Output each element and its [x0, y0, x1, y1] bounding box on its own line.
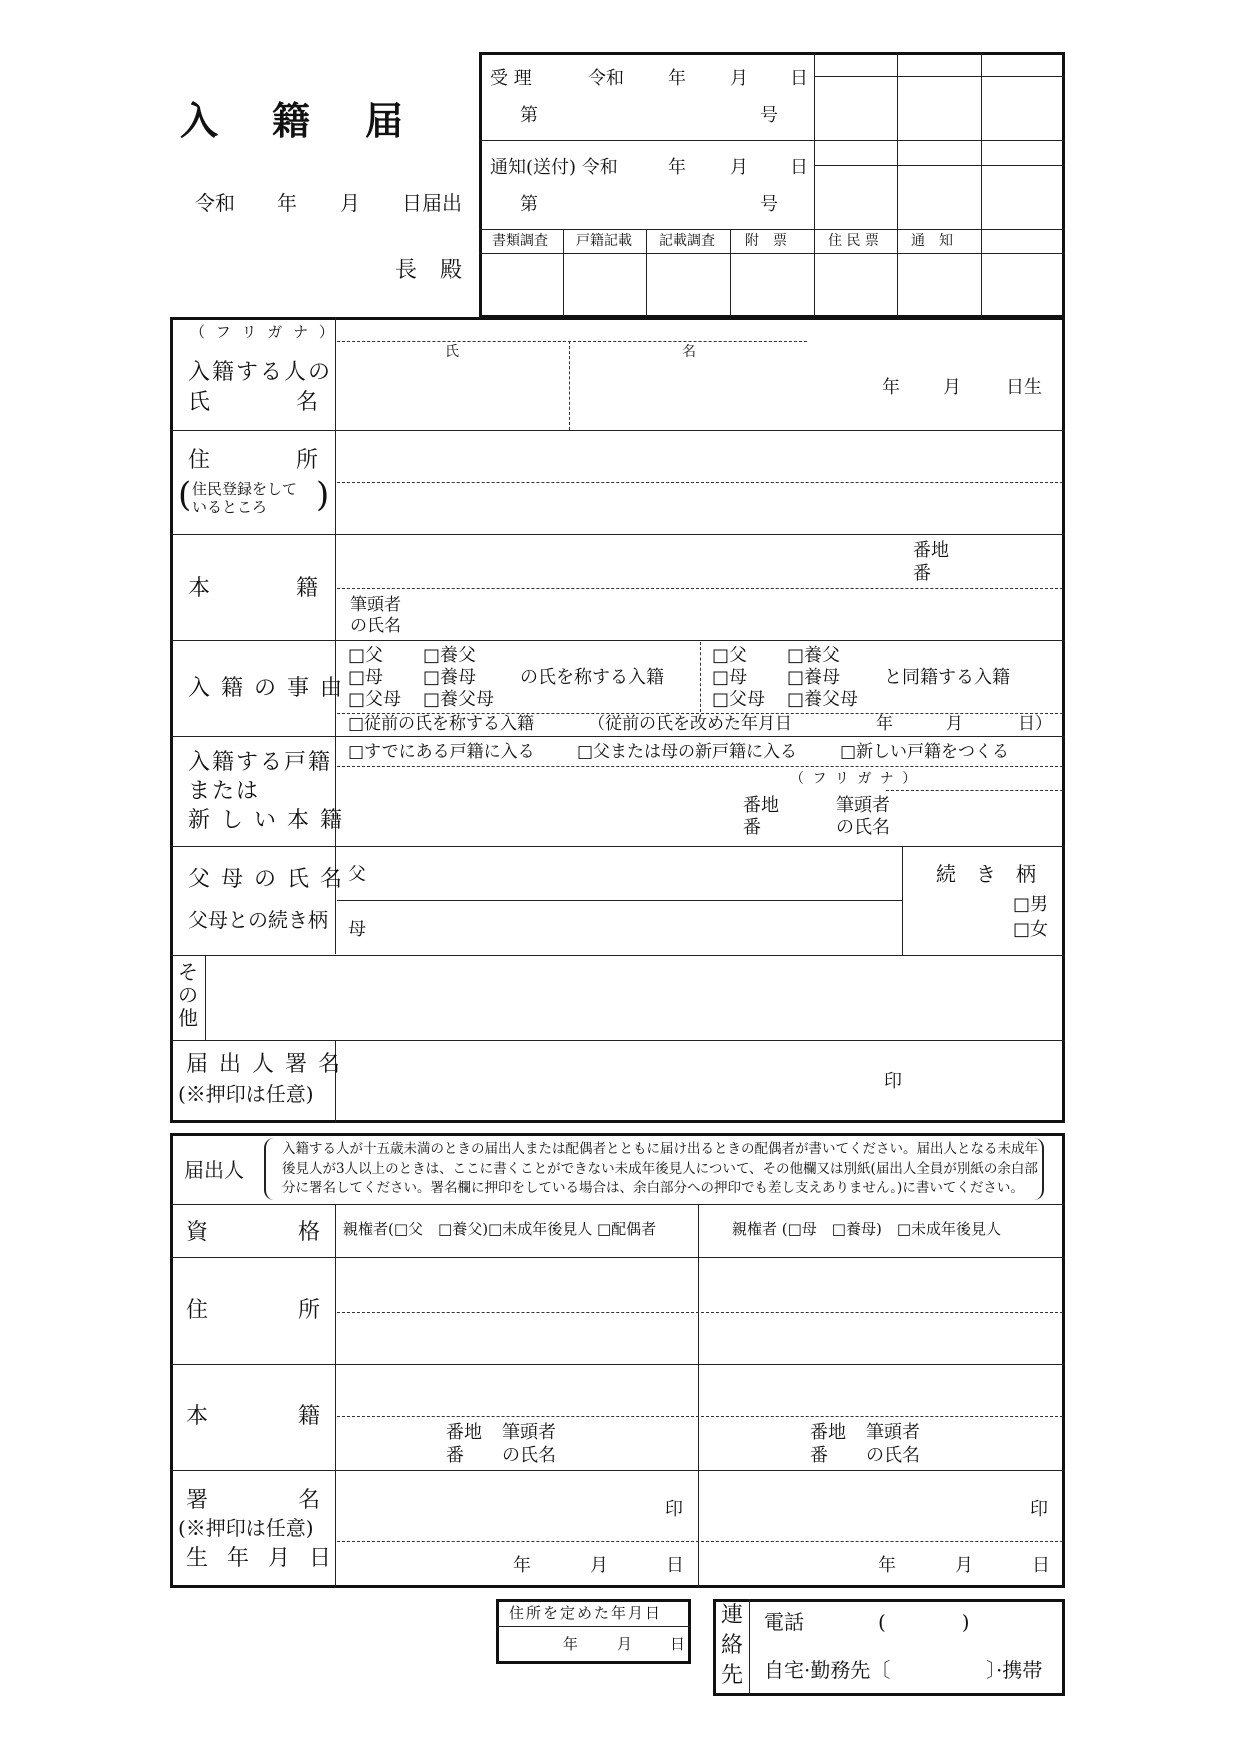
title-char-2: 籍: [272, 98, 313, 143]
juri-era: 令和: [588, 68, 624, 89]
other-label-3: 他: [178, 1006, 198, 1030]
address-date-year: 年: [563, 1635, 579, 1653]
reason-right-suffix: と同籍する入籍: [884, 667, 1010, 688]
guardian-left-banchi: 番地: [446, 1422, 482, 1443]
parents-label-2: 父母との続き柄: [188, 908, 328, 932]
shikaku-label-a: 資: [186, 1220, 211, 1245]
check-koseki: 戸籍記載: [576, 233, 632, 249]
address-date-month: 月: [617, 1635, 633, 1653]
shikaku-label-b: 格: [298, 1220, 323, 1245]
address-line-2[interactable]: [337, 484, 1063, 532]
guardian-birth-label: 生 年 月 日: [186, 1546, 337, 1571]
person-label-2a: 氏: [188, 390, 213, 415]
mother-caption: 母: [348, 919, 366, 940]
sei-input[interactable]: [337, 360, 567, 428]
tsuchi-day: 日: [790, 157, 808, 178]
guardian-note: 入籍する人が十五歳未満のときの届出人または配偶者とともに届け出るときの配偶者が書いてください。届出人となる未成年後見人が3人以上のときは、ここに書くことができない未成年後見人について、その他欄又は別紙(届出人全員が別紙の余白部分に署名してください。署名欄に押印をしている場合は、余白部分への押印でも差し支えありません。)に書いてください。: [282, 1141, 1038, 1197]
reason-left-father[interactable]: □父: [348, 645, 384, 666]
reason-former-name[interactable]: □従前の氏を称する入籍: [348, 714, 535, 734]
address-line-1[interactable]: [337, 432, 1063, 480]
new-koseki-hittosha-input[interactable]: [900, 794, 1060, 844]
contact-label-3: 先: [721, 1663, 744, 1688]
guardian-right-hittosha-2: の氏名: [866, 1445, 920, 1466]
new-koseki-banchi: 番地: [743, 795, 779, 816]
signer-signature-input[interactable]: [338, 1043, 1062, 1120]
addressee-dono: 殿: [440, 258, 463, 283]
reason-right-adoptive-parents[interactable]: □養父母: [787, 689, 859, 710]
guardian-right-signature-input[interactable]: [701, 1473, 1062, 1539]
gender-male-checkbox[interactable]: □男: [1013, 894, 1049, 915]
honseki-banchi: 番地: [913, 540, 949, 561]
honseki-input[interactable]: [337, 536, 897, 586]
new-koseki-ban: 番: [743, 817, 761, 838]
new-koseki-label-3: 新 し い 本 籍: [188, 808, 344, 833]
new-koseki-label-2: または: [188, 779, 261, 804]
signer-label-1: 届 出 人 署 名: [186, 1052, 342, 1077]
tsuchi-label: 通知(送付) 令和: [490, 157, 618, 178]
addressee-cho: 長: [395, 258, 418, 283]
address-label-sub1: 住民登録をして: [192, 480, 298, 498]
address-label-sub2: いるところ: [192, 498, 268, 516]
address-label-b: 所: [296, 448, 321, 473]
contact-tel-paren: ( ): [878, 1610, 974, 1634]
stamp-cell-shorui[interactable]: [482, 255, 562, 316]
address-date-day: 日: [670, 1635, 686, 1653]
filing-day-label: 日届出: [402, 191, 462, 215]
juri-go: 号: [760, 105, 778, 126]
signer-seal: 印: [884, 1071, 902, 1092]
mother-name-input[interactable]: [370, 904, 898, 952]
other-label-1: そ: [178, 960, 198, 984]
reason-left-suffix: の氏を称する入籍: [520, 667, 664, 688]
guardian-left-honseki-input[interactable]: [338, 1367, 696, 1414]
mei-input[interactable]: [572, 360, 802, 428]
birth-year-label: 年: [882, 377, 900, 398]
person-label-1: 入籍する人の: [188, 360, 333, 385]
honseki-hittosha-2: の氏名: [350, 616, 401, 636]
guardian-right-day: 日: [1032, 1555, 1050, 1576]
guardian-honseki-label-a: 本: [186, 1404, 211, 1429]
tsuchi-dai: 第: [520, 194, 538, 215]
honseki-label-b: 籍: [296, 576, 321, 601]
birth-day-label: 日生: [1006, 377, 1042, 398]
guardian-left-year: 年: [513, 1555, 531, 1576]
title-char-1: 入: [180, 98, 221, 143]
tsuchi-month: 月: [730, 157, 748, 178]
contact-tel-label: 電話: [764, 1610, 804, 1634]
juri-label: 受 理: [490, 68, 532, 89]
guardian-honseki-label-b: 籍: [298, 1404, 323, 1429]
zokugara-label: 続 き 柄: [936, 862, 1036, 886]
address-label-a: 住: [188, 448, 213, 473]
new-koseki-furigana: （ フ リ ガ ナ ）: [790, 771, 919, 787]
guardian-left-hittosha-1: 筆頭者: [502, 1422, 556, 1443]
stamp-cell-kisai[interactable]: [648, 255, 728, 316]
guardian-left-month: 月: [590, 1555, 608, 1576]
reason-former-year: 年: [876, 714, 893, 734]
guardian-left-hittosha-2: の氏名: [502, 1445, 556, 1466]
reason-right-adoptive-mother[interactable]: □養母: [787, 667, 841, 688]
reason-right-parents[interactable]: □父母: [712, 689, 766, 710]
mei-caption: 名: [682, 344, 696, 360]
check-shorui: 書類調査: [492, 233, 548, 249]
other-label-2: の: [178, 983, 198, 1007]
sei-caption: 氏: [445, 344, 459, 360]
father-name-input[interactable]: [370, 850, 898, 898]
filing-era: 令和: [195, 191, 235, 215]
gender-female-checkbox[interactable]: □女: [1013, 919, 1049, 940]
check-kisai: 記載調査: [659, 233, 715, 249]
honseki-hittosha-1: 筆頭者: [350, 595, 401, 615]
other-input[interactable]: [208, 958, 1062, 1038]
reason-left-adoptive-father[interactable]: □養父: [423, 645, 477, 666]
signer-label-2: (※押印は任意): [178, 1082, 314, 1106]
tsuchi-year: 年: [668, 157, 686, 178]
contact-mobile: 〕·携帯: [986, 1658, 1043, 1682]
birth-month-label: 月: [943, 377, 961, 398]
new-koseki-label-1: 入籍する戸籍: [188, 750, 333, 775]
reason-right-adoptive-father[interactable]: □養父: [787, 645, 841, 666]
reason-former-day: 日）: [1018, 714, 1052, 734]
contact-label-1: 連: [721, 1603, 744, 1628]
contact-home-work: 自宅·勤務先〔: [764, 1658, 891, 1682]
guardian-left-day: 日: [666, 1555, 684, 1576]
shikaku-right-options[interactable]: 親権者 (□母 □養母) □未成年後見人: [732, 1220, 1001, 1238]
new-koseki-input[interactable]: [337, 790, 737, 844]
guardian-left-address-input[interactable]: [338, 1260, 696, 1362]
check-fuhyo: 附 票: [745, 233, 787, 249]
reason-former-month: 月: [946, 714, 963, 734]
reason-former-date-label: （従前の氏を改めた年月日: [588, 714, 792, 734]
address-paren-close: ): [316, 475, 330, 515]
person-furigana-label: （ フ リ ガ ナ ）: [190, 323, 337, 341]
guardian-sign-label-a: 署: [186, 1488, 211, 1513]
reason-left-adoptive-parents[interactable]: □養父母: [423, 689, 495, 710]
guardian-sign-label-b: 名: [298, 1488, 323, 1513]
honseki-ban: 番: [913, 563, 931, 584]
reason-left-adoptive-mother[interactable]: □養母: [423, 667, 477, 688]
shikaku-left-options[interactable]: 親権者(□父 □養父)□未成年後見人 □配偶者: [343, 1220, 657, 1238]
koseki-option-create-new[interactable]: □新しい戸籍をつくる: [840, 742, 1010, 762]
guardian-right-month: 月: [955, 1555, 973, 1576]
juri-year: 年: [668, 68, 686, 89]
guardian-oin-label: (※押印は任意): [178, 1516, 314, 1540]
reason-right-father[interactable]: □父: [712, 645, 748, 666]
guardian-right-seal: 印: [1030, 1499, 1048, 1520]
stamp-cell-juminhyo[interactable]: [816, 255, 896, 316]
guardian-address-label-a: 住: [186, 1298, 211, 1323]
guardian-address-label-b: 所: [298, 1298, 323, 1323]
koseki-option-existing[interactable]: □すでにある戸籍に入る: [348, 742, 535, 762]
juri-month: 月: [730, 68, 748, 89]
guardian-left-signature-input[interactable]: [338, 1473, 696, 1539]
title-char-3: 届: [365, 98, 406, 143]
tsuchi-go: 号: [760, 194, 778, 215]
reason-label: 入 籍 の 事 由: [188, 676, 344, 701]
guardian-right-honseki-input[interactable]: [701, 1367, 1062, 1414]
stamp-cell-tsuchi[interactable]: [899, 255, 979, 316]
guardian-label: 届出人: [184, 1158, 244, 1182]
honseki-label-a: 本: [188, 576, 213, 601]
juri-dai: 第: [520, 105, 538, 126]
filing-month-label: 月: [340, 191, 360, 215]
reason-left-parents[interactable]: □父母: [348, 689, 402, 710]
koseki-option-parent-new[interactable]: □父または母の新戸籍に入る: [577, 742, 798, 762]
guardian-left-ban: 番: [446, 1445, 464, 1466]
reason-right-mother[interactable]: □母: [712, 667, 748, 688]
address-date-label: 住所を定めた年月日: [509, 1604, 663, 1622]
stamp-cell-koseki[interactable]: [565, 255, 645, 316]
guardian-right-banchi: 番地: [810, 1422, 846, 1443]
filing-year-label: 年: [277, 191, 297, 215]
reason-left-mother[interactable]: □母: [348, 667, 384, 688]
parents-label-1: 父 母 の 氏 名: [188, 867, 344, 892]
guardian-right-ban: 番: [810, 1445, 828, 1466]
father-caption: 父: [348, 864, 366, 885]
honseki-hittosha-input[interactable]: [420, 592, 1060, 638]
check-tsuchi: 通 知: [911, 233, 953, 249]
address-paren-open: (: [178, 475, 192, 515]
guardian-left-seal: 印: [665, 1499, 683, 1520]
guardian-right-address-input[interactable]: [701, 1260, 1062, 1362]
guardian-right-year: 年: [878, 1555, 896, 1576]
contact-label-2: 絡: [721, 1633, 744, 1658]
stamp-cell-fuhyo[interactable]: [732, 255, 812, 316]
guardian-right-hittosha-1: 筆頭者: [866, 1422, 920, 1443]
new-koseki-hittosha-2: の氏名: [836, 817, 890, 838]
check-juminhyo: 住 民 票: [828, 233, 879, 249]
juri-day: 日: [790, 68, 808, 89]
person-label-2b: 名: [296, 390, 321, 415]
new-koseki-hittosha-1: 筆頭者: [836, 795, 890, 816]
